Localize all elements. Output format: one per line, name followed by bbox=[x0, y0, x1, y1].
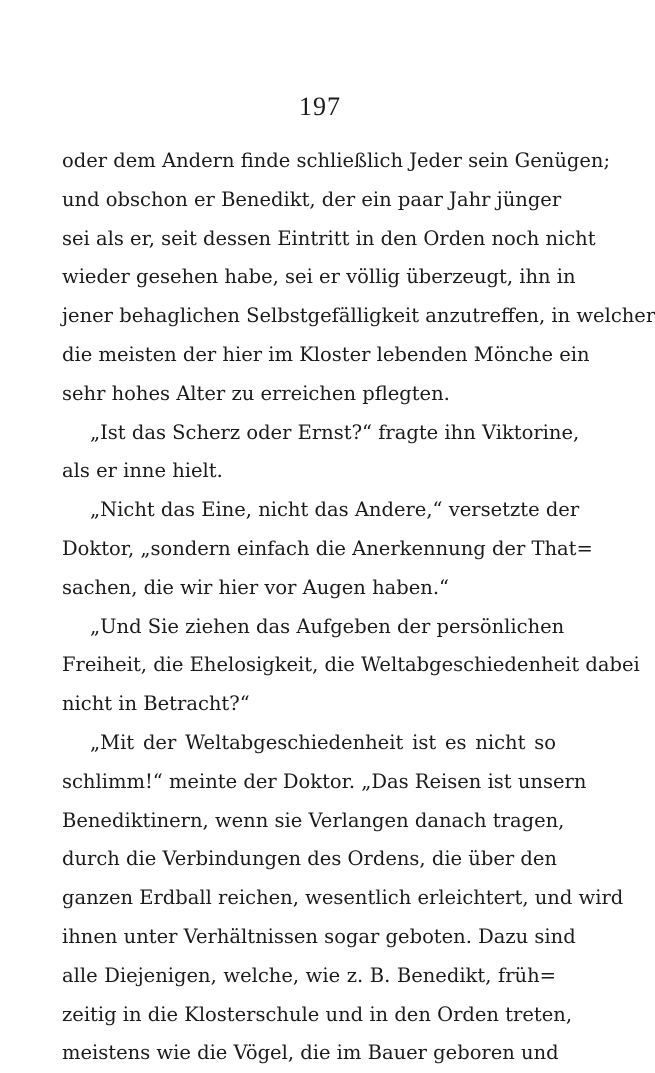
text-line: Benediktinern, wenn sie Verlangen danach tragen, bbox=[62, 808, 565, 832]
text-line: „Und Sie ziehen das Aufgeben der persönlichen bbox=[90, 614, 565, 638]
text-line: schlimm!“ meinte der Doktor. „Das Reisen ist unsern bbox=[62, 769, 587, 793]
text-line: „Mit der Weltabgeschiedenheit ist es nicht so bbox=[90, 730, 556, 754]
text-line: sei als er, seit dessen Eintritt in den Orden noch nicht bbox=[62, 226, 596, 250]
text-line: ganzen Erdball reichen, wesentlich erleichtert, und wird bbox=[62, 886, 624, 910]
text-line: alle Diejenigen, welche, wie z. B. Benedikt, früh= bbox=[62, 963, 556, 987]
text-line: ihnen unter Verhältnissen sogar geboten. Dazu sind bbox=[62, 924, 576, 948]
body-text bbox=[62, 142, 655, 1073]
page-number: 197 bbox=[299, 92, 341, 121]
text-line: „Ist das Scherz oder Ernst?“ fragte ihn Viktorine, bbox=[90, 420, 580, 444]
text-line: wieder gesehen habe, sei er völlig überzeugt, ihn in bbox=[62, 265, 576, 289]
text-line: als er inne hielt. bbox=[62, 459, 223, 483]
text-line: meistens wie die Vögel, die im Bauer geboren und bbox=[62, 1041, 559, 1065]
text-line: nicht in Betracht?“ bbox=[62, 692, 250, 716]
text-line: die meisten der hier im Kloster lebenden Mönche ein bbox=[62, 342, 590, 366]
text-line: durch die Verbindungen des Ordens, die über den bbox=[62, 847, 557, 871]
text-line: sehr hohes Alter zu erreichen pflegten. bbox=[62, 381, 450, 405]
text-line: sachen, die wir hier vor Augen haben.“ bbox=[62, 575, 450, 599]
text-line: zeitig in die Klosterschule und in den Orden treten, bbox=[62, 1002, 573, 1026]
text-line: Doktor, „sondern einfach die Anerkennung der That= bbox=[62, 536, 593, 560]
text-line: Freiheit, die Ehelosigkeit, die Weltabgeschiedenheit dabei bbox=[62, 653, 640, 677]
text-line: oder dem Andern finde schließlich Jeder sein Genügen; bbox=[62, 149, 611, 172]
text-line: jener behaglichen Selbstgefälligkeit anzutreffen, in welcher bbox=[62, 304, 655, 328]
text-line: und obschon er Benedikt, der ein paar Jahr jünger bbox=[62, 187, 562, 211]
text-line: „Nicht das Eine, nicht das Andere,“ versetzte der bbox=[90, 498, 580, 522]
